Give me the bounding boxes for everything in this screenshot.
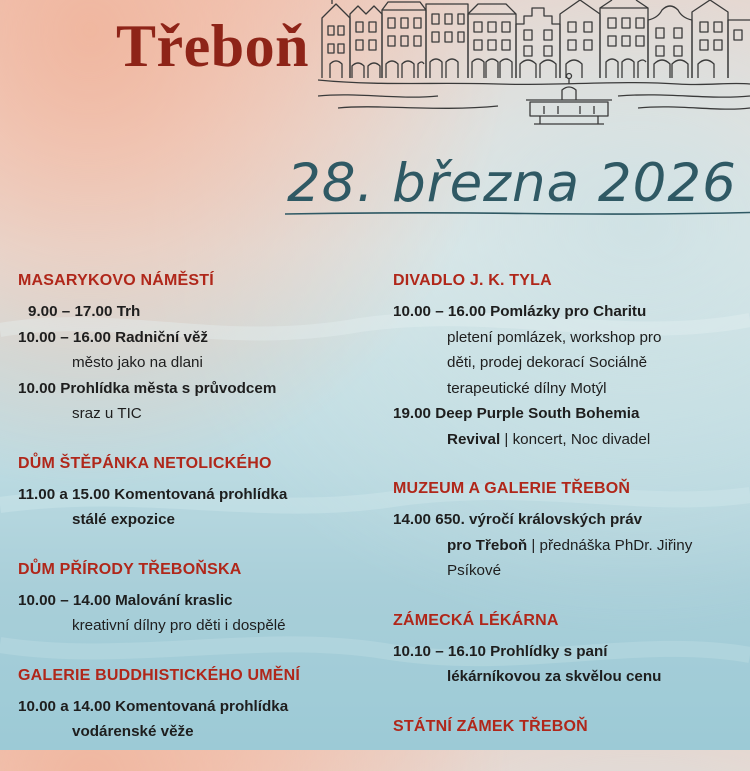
event-item xyxy=(393,507,750,584)
event-item xyxy=(18,694,368,745)
event-title-continued: Revival xyxy=(447,430,501,448)
event-title: Komentovaná prohlídka xyxy=(114,485,288,503)
venue-title: DŮM PŘÍRODY TŘEBOŇSKA xyxy=(18,560,242,578)
event-description: terapeutické dílny Motýl xyxy=(447,379,607,397)
venue-section xyxy=(18,453,368,533)
venue-section xyxy=(18,665,368,745)
venue-section xyxy=(393,716,750,738)
town-square-sketch-icon xyxy=(318,0,750,140)
venue-title: GALERIE BUDDHISTICKÉHO UMĚNÍ xyxy=(18,666,301,684)
event-description: děti, prodej dekorací Sociálně xyxy=(447,354,648,371)
date-underline xyxy=(285,211,750,216)
event-title: Trh xyxy=(116,303,141,320)
event-item xyxy=(18,376,368,427)
event-time: 10.00 – 16.00 xyxy=(393,303,486,320)
event-item xyxy=(393,401,750,452)
program-column-right xyxy=(393,270,750,764)
venue-title: DIVADLO J. K. TYLA xyxy=(393,272,552,289)
event-time: 9.00 – 17.00 xyxy=(28,303,113,320)
venue-title: MUZEUM A GALERIE TŘEBOŇ xyxy=(393,480,631,497)
event-time: 11.00 a 15.00 xyxy=(18,485,111,503)
event-title: 650. výročí královských práv xyxy=(435,511,643,528)
event-item xyxy=(18,299,368,325)
venue-section xyxy=(18,270,368,427)
event-item xyxy=(18,588,368,639)
event-time: 10.00 – 16.00 xyxy=(18,328,111,346)
event-item xyxy=(393,639,750,690)
program-column-left xyxy=(18,270,368,771)
event-item xyxy=(18,482,368,533)
venue-section xyxy=(18,559,368,639)
event-time: 14.00 xyxy=(393,511,432,528)
event-description: kreativní dílny pro děti i dospělé xyxy=(72,617,286,634)
venue-section xyxy=(393,270,750,452)
event-title: Prohlídka města s průvodcem xyxy=(60,379,277,397)
event-time: 10.10 – 16.10 xyxy=(393,642,486,660)
event-time: 10.00 – 14.00 xyxy=(18,591,111,609)
venue-title: ZÁMECKÁ LÉKÁRNA xyxy=(393,611,559,629)
event-time: 10.00 a 14.00 xyxy=(18,697,111,715)
venue-title: DŮM ŠTĚPÁNKA NETOLICKÉHO xyxy=(18,454,272,472)
city-title: Třeboň xyxy=(116,13,310,79)
event-title-continued: stálé expozice xyxy=(72,511,175,528)
event-description: Psíkové xyxy=(447,562,502,579)
venue-title: STÁTNÍ ZÁMEK TŘEBOŇ xyxy=(393,717,588,735)
event-title: Radniční věž xyxy=(115,328,208,346)
event-description: pletení pomlázek, workshop pro xyxy=(447,328,662,346)
event-subtitle: | koncert, Noc divadel xyxy=(500,430,651,448)
event-title-continued: vodárenské věže xyxy=(72,723,194,740)
event-time: 10.00 xyxy=(18,379,57,397)
event-title-continued: pro Třeboň xyxy=(447,536,528,554)
event-title: Malování kraslic xyxy=(115,591,233,609)
event-item xyxy=(393,299,750,401)
venue-title: MASARYKOVO NÁMĚSTÍ xyxy=(18,272,214,289)
event-title: Deep Purple South Bohemia xyxy=(435,405,640,422)
event-date: 28. března 2026 xyxy=(287,153,737,214)
event-time: 19.00 xyxy=(393,405,432,422)
event-title: Prohlídky s paní xyxy=(490,642,608,660)
event-title-continued: lékárníkovou za skvělou cenu xyxy=(447,668,662,685)
event-title: Komentovaná prohlídka xyxy=(115,697,289,715)
venue-section xyxy=(393,610,750,690)
event-subtitle: | přednáška PhDr. Jiřiny xyxy=(527,536,693,554)
event-description: sraz u TIC xyxy=(72,405,142,422)
event-title: Pomlázky pro Charitu xyxy=(490,303,647,320)
event-item xyxy=(18,325,368,376)
venue-section xyxy=(393,478,750,584)
event-description: město jako na dlani xyxy=(72,354,203,371)
